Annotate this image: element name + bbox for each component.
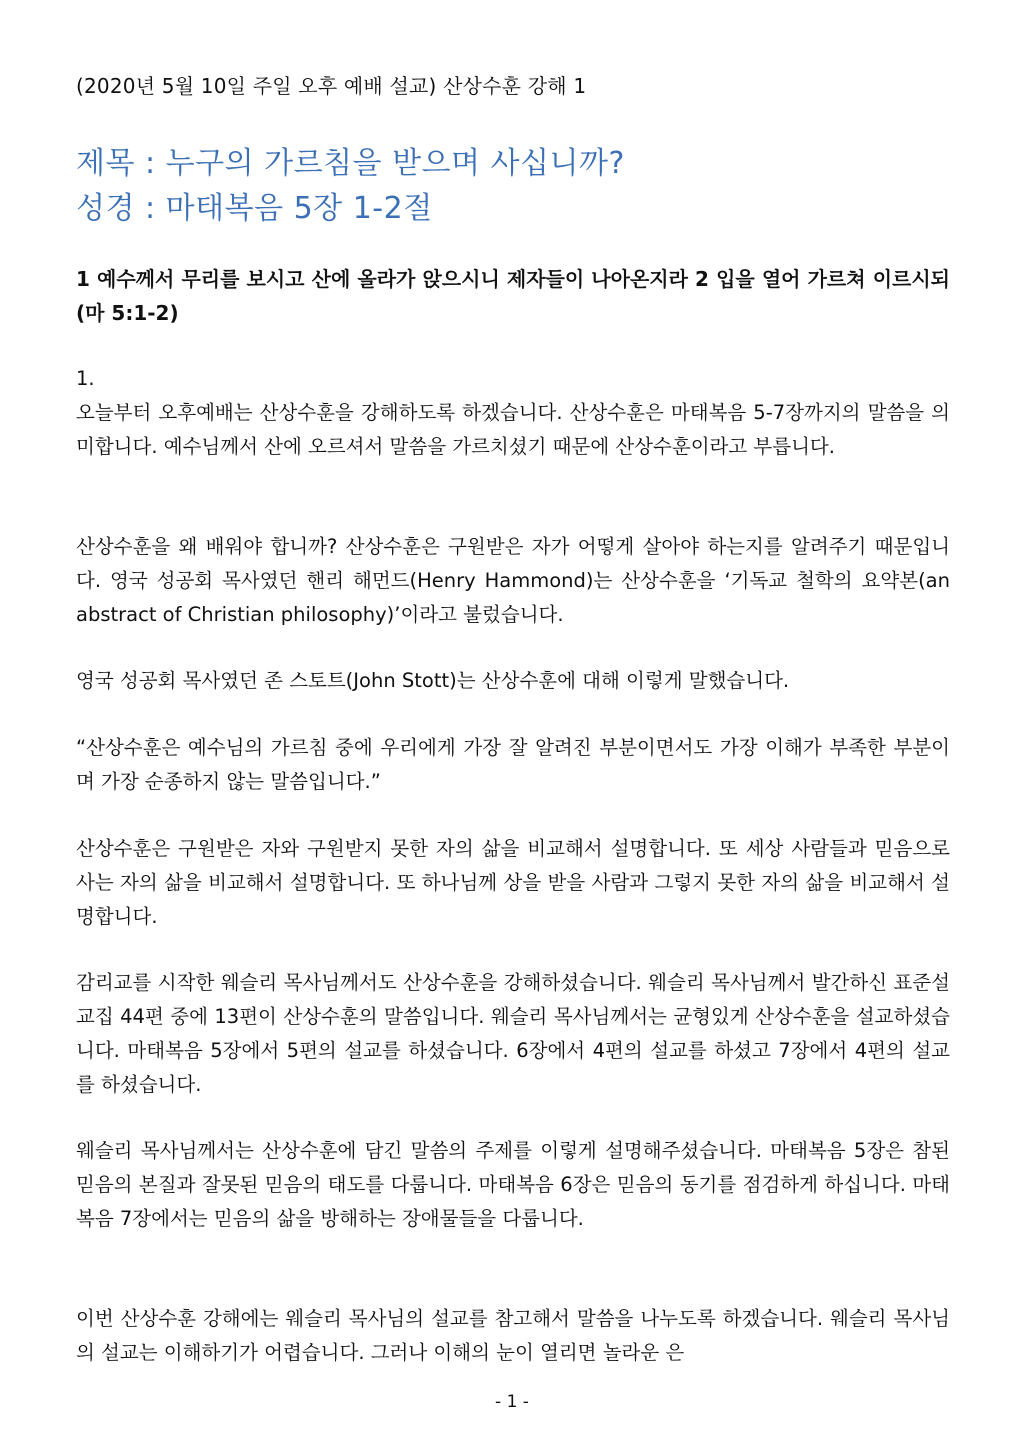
scripture-reference: 성경 : 마태복음 5장 1-2절 [76,191,433,226]
paragraph-1: 오늘부터 오후예배는 산상수훈을 강해하도록 하겠습니다. 산상수훈은 마태복음 5-7장까지의 말씀을 의미합니다. 예수님께서 산에 오르셔서 말씀을 가르치셨기 때문에 산상수훈이라고 부릅니다. [76,401,950,458]
paragraph-3: 영국 성공회 목사였던 존 스토트(John Stott)는 산상수훈에 대해 이렇게 말했습니다. [76,669,790,692]
paragraph-2: 산상수훈을 왜 배워야 합니까? 산상수훈은 구원받은 자가 어떻게 살아야 하는지를 알려주기 때문입니다. 영국 성공회 목사였던 핸리 해먼드(Henry Hammond)는 산상수훈을 ‘기독교 철학의 요약본(an abstract of Christian philosophy)’이라고 불렀습니다. [76,535,950,626]
paragraph-5: 산상수훈은 구원받은 자와 구원받지 못한 자의 삶을 비교해서 설명합니다. 또 세상 사람들과 믿음으로 사는 자의 삶을 비교해서 설명합니다. 또 하나님께 상을 받을 사람과 그렇지 못한 자의 삶을 비교해서 설명합니다. [76,837,950,928]
paragraph-7: 웨슬리 목사님께서는 산상수훈에 담긴 말씀의 주제를 이렇게 설명해주셨습니다. 마태복음 5장은 참된 믿음의 본질과 잘못된 믿음의 태도를 다룹니다. 마태복음 6장은 믿음의 동기를 점검하게 하십니다. 마태복음 7장에서는 믿음의 삶을 방해하는 장애물들을 다룹니다. [76,1139,950,1230]
page-number: - 1 - [495,1392,529,1412]
quote-paragraph: “산상수훈은 예수님의 가르침 중에 우리에게 가장 잘 알려진 부분이면서도 가장 이해가 부족한 부분이며 가장 순종하지 않는 말씀입니다.” [76,736,950,793]
section-number: 1. [76,367,95,390]
paragraph-6: 감리교를 시작한 웨슬리 목사님께서도 산상수훈을 강해하셨습니다. 웨슬리 목사님께서 발간하신 표준설교집 44편 중에 13편이 산상수훈의 말씀입니다. 웨슬리 목사님께서는 균형있게 산상수훈을 설교하셨습니다. 마태복음 5장에서 5편의 설교를 하셨습니다. 6장에서 4편의 설교를 하셨고 7장에서 4편의 설교를 하셨습니다. [76,971,950,1096]
sermon-header: (2020년 5월 10일 주일 오후 예배 설교) 산상수훈 강해 1 [76,74,587,98]
paragraph-8: 이번 산상수훈 강해에는 웨슬리 목사님의 설교를 참고해서 말씀을 나누도록 하겠습니다. 웨슬리 목사님의 설교는 이해하기가 어렵습니다. 그러나 이해의 눈이 열리면 놀라운 은 [76,1307,950,1364]
scripture-verse: 1 예수께서 무리를 보시고 산에 올라가 앉으시니 제자들이 나아온지라 2 입을 열어 가르쳐 이르시되 (마 5:1-2) [76,267,950,325]
sermon-title: 제목 : 누구의 가르침을 받으며 사십니까? [76,146,625,181]
